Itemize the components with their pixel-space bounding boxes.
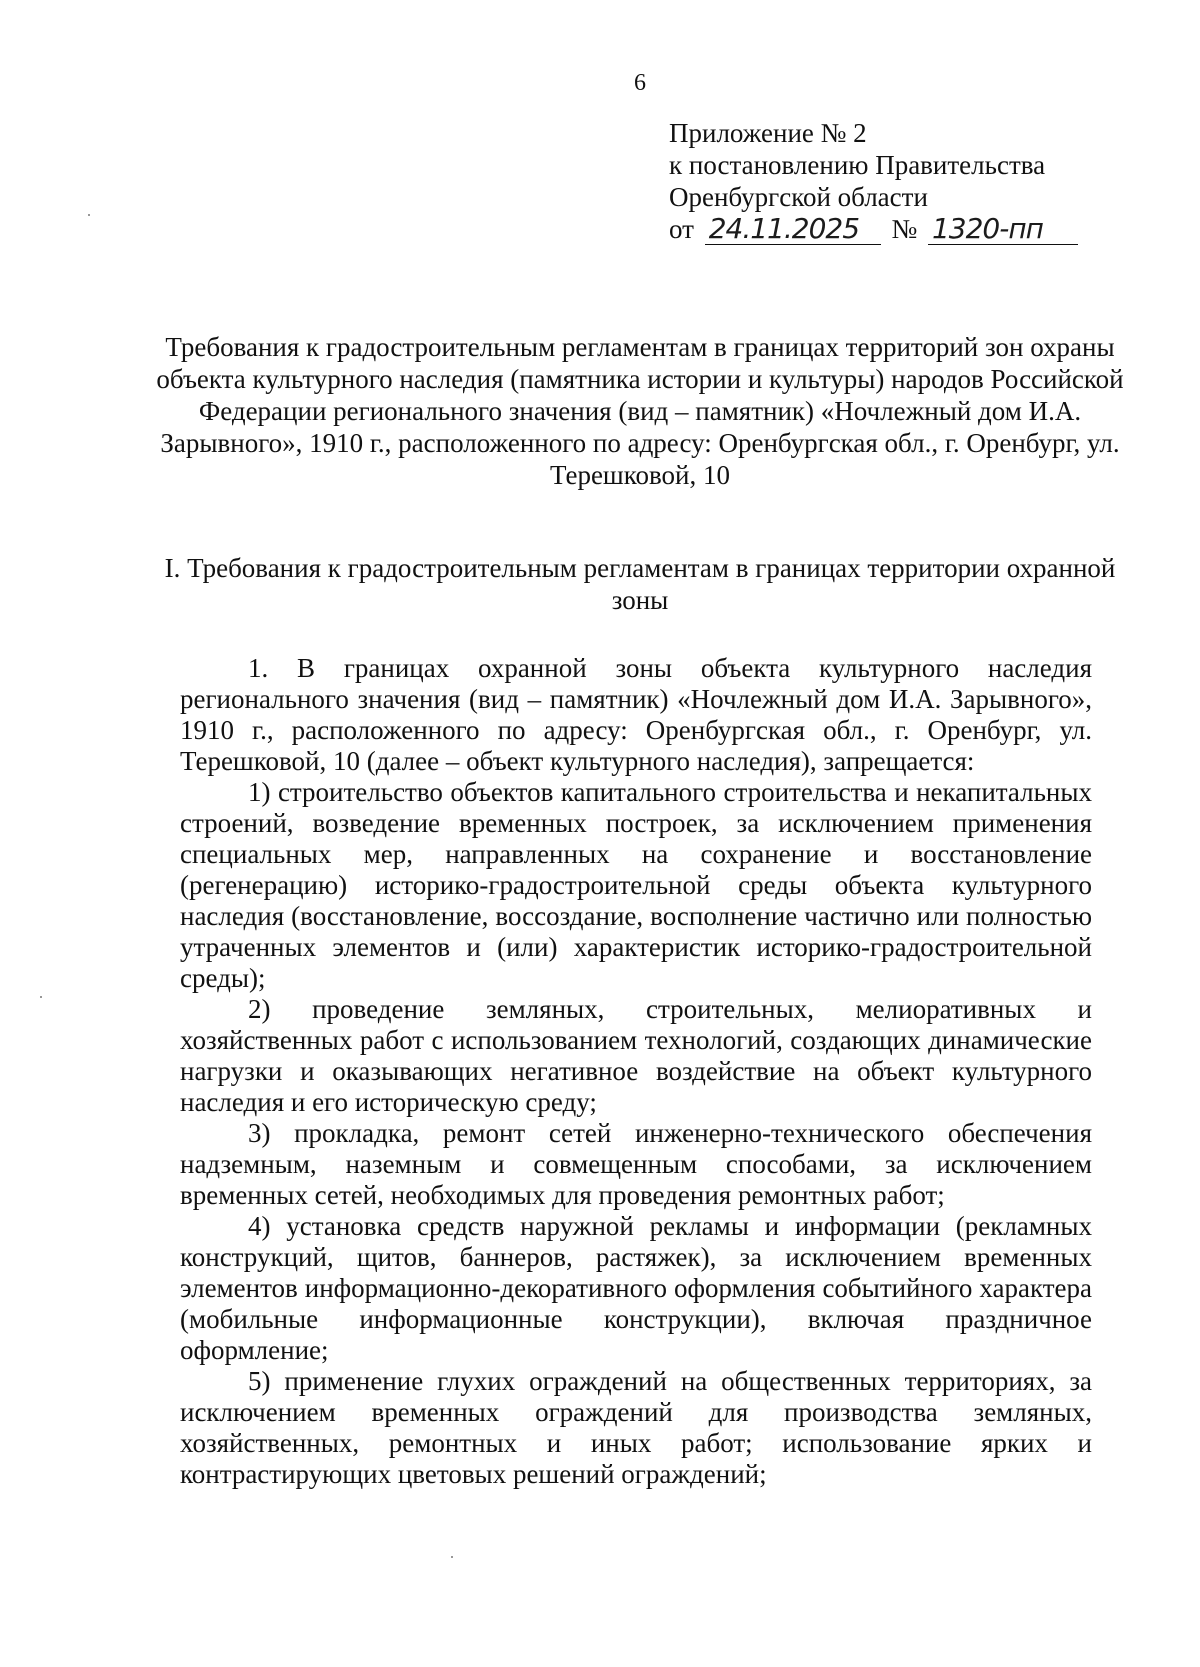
number-label: № xyxy=(891,214,918,244)
scan-speck xyxy=(88,214,90,216)
appendix-region-line: Оренбургской области xyxy=(669,182,928,212)
paragraph-item-5: 5) применение глухих ограждений на общественных территориях, за исключением временных ограждений для производства земляных, хозяйственных, ремонтных и иных работ; использование ярких и контрастирующих цветовых решений ограждений; xyxy=(180,1366,1092,1489)
appendix-header xyxy=(669,117,1078,245)
paragraph-item-2: 2) проведение земляных, строительных, мелиоративных и хозяйственных работ с использованием технологий, создающих динамические нагрузки и оказывающих негативное воздействие на объект культурного наследия и его историческую среду; xyxy=(180,994,1092,1117)
scan-speck xyxy=(40,996,42,998)
section-heading: I. Требования к градостроительным регламентам в границах территории охранной зоны xyxy=(164,553,1116,615)
handwritten-number: 1320-пп xyxy=(928,214,1078,245)
paragraph-item-3: 3) прокладка, ремонт сетей инженерно-технического обеспечения надземным, наземным и совмещенным способами, за исключением временных сетей, необходимых для проведения ремонтных работ; xyxy=(180,1118,1092,1210)
page-number: 6 xyxy=(634,70,646,96)
scan-speck xyxy=(451,1556,453,1558)
from-label: от xyxy=(669,214,694,244)
appendix-title: Приложение № 2 xyxy=(669,118,867,148)
appendix-date-number-row xyxy=(669,213,1078,245)
paragraph-item-4: 4) установка средств наружной рекламы и информации (рекламных конструкций, щитов, баннеров, растяжек), за исключением временных элементов информационно-декоративного оформления событийного характера (мобильные информационные конструкции), включая праздничное оформление; xyxy=(180,1211,1092,1365)
appendix-resolution-line: к постановлению Правительства xyxy=(669,150,1046,180)
document-body xyxy=(180,653,1092,1490)
document-title: Требования к градостроительным регламентам в границах территорий зон охраны объекта культурного наследия (памятника истории и культуры) народов Российской Федерации регионального значения (вид – памятник) «Ночлежный дом И.А. Зарывного», 1910 г., расположенного по адресу: Оренбургская обл., г. Оренбург, ул. Терешковой, 10 xyxy=(156,332,1124,490)
handwritten-date: 24.11.2025 xyxy=(705,214,881,245)
paragraph-item-1: 1) строительство объектов капитального строительства и некапитальных строений, возведение временных построек, за исключением применения специальных мер, направленных на сохранение и восстановление (регенерацию) историко-градостроительной среды объекта культурного наследия (восстановление, воссоздание, восполнение частично или полностью утраченных элементов и (или) характеристик историко-градостроительной среды); xyxy=(180,777,1092,993)
paragraph-1: 1. В границах охранной зоны объекта культурного наследия регионального значения (вид – памятник) «Ночлежный дом И.А. Зарывного», 1910 г., расположенного по адресу: Оренбургская обл., г. Оренбург, ул. Терешковой, 10 (далее – объект культурного наследия), запрещается: xyxy=(180,653,1092,776)
